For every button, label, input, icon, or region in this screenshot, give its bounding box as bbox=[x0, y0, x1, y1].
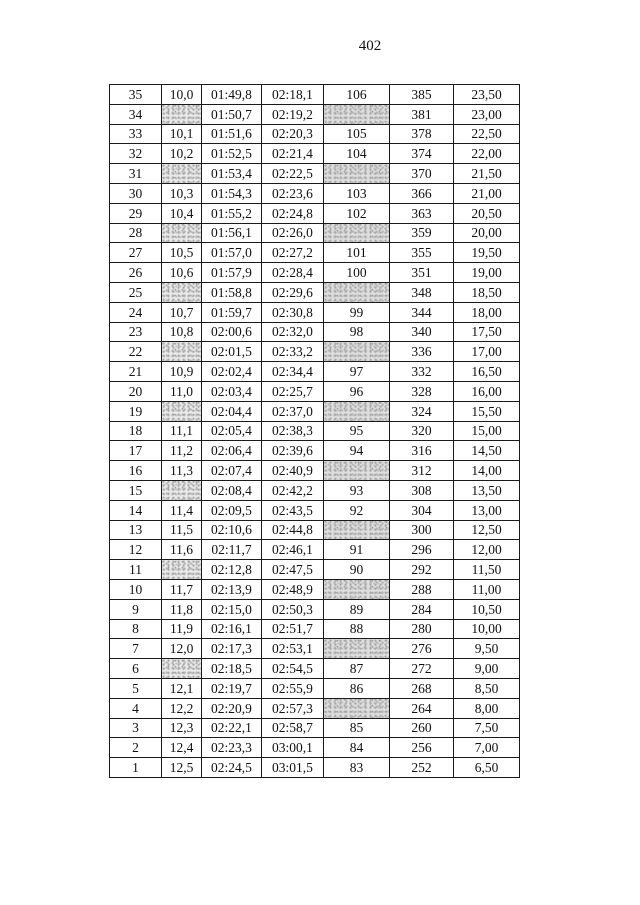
redacted-cell bbox=[324, 520, 390, 540]
result-cell: 9,00 bbox=[454, 659, 520, 679]
row-number-cell: 7 bbox=[110, 639, 162, 659]
row-number-cell: 29 bbox=[110, 203, 162, 223]
time-2-cell: 02:40,9 bbox=[262, 461, 324, 481]
result-cell: 11,00 bbox=[454, 579, 520, 599]
row-number-cell: 13 bbox=[110, 520, 162, 540]
points-cell: 97 bbox=[324, 362, 390, 382]
points-cell: 95 bbox=[324, 421, 390, 441]
value-a-cell: 10,8 bbox=[162, 322, 202, 342]
value-v-cell: 324 bbox=[390, 401, 454, 421]
table-row bbox=[110, 401, 520, 421]
time-1-cell: 01:53,4 bbox=[202, 164, 262, 184]
result-cell: 14,50 bbox=[454, 441, 520, 461]
points-cell: 99 bbox=[324, 302, 390, 322]
table-row bbox=[110, 560, 520, 580]
points-cell: 83 bbox=[324, 758, 390, 778]
table-row bbox=[110, 520, 520, 540]
table-row bbox=[110, 243, 520, 263]
redacted-cell bbox=[162, 659, 202, 679]
time-2-cell: 02:42,2 bbox=[262, 480, 324, 500]
result-cell: 23,00 bbox=[454, 104, 520, 124]
value-v-cell: 296 bbox=[390, 540, 454, 560]
result-cell: 22,50 bbox=[454, 124, 520, 144]
redacted-cell bbox=[162, 223, 202, 243]
result-cell: 15,50 bbox=[454, 401, 520, 421]
time-2-cell: 02:28,4 bbox=[262, 263, 324, 283]
result-cell: 6,50 bbox=[454, 758, 520, 778]
points-cell: 92 bbox=[324, 500, 390, 520]
value-v-cell: 272 bbox=[390, 659, 454, 679]
value-v-cell: 316 bbox=[390, 441, 454, 461]
points-cell: 89 bbox=[324, 599, 390, 619]
table-row bbox=[110, 85, 520, 105]
row-number-cell: 16 bbox=[110, 461, 162, 481]
time-2-cell: 02:48,9 bbox=[262, 579, 324, 599]
time-2-cell: 02:20,3 bbox=[262, 124, 324, 144]
row-number-cell: 25 bbox=[110, 282, 162, 302]
result-cell: 13,00 bbox=[454, 500, 520, 520]
points-cell: 106 bbox=[324, 85, 390, 105]
time-2-cell: 02:18,1 bbox=[262, 85, 324, 105]
result-cell: 8,50 bbox=[454, 678, 520, 698]
time-2-cell: 02:22,5 bbox=[262, 164, 324, 184]
row-number-cell: 14 bbox=[110, 500, 162, 520]
value-v-cell: 312 bbox=[390, 461, 454, 481]
time-1-cell: 01:58,8 bbox=[202, 282, 262, 302]
value-a-cell: 12,5 bbox=[162, 758, 202, 778]
value-a-cell: 10,9 bbox=[162, 362, 202, 382]
result-cell: 9,50 bbox=[454, 639, 520, 659]
result-cell: 14,00 bbox=[454, 461, 520, 481]
time-1-cell: 02:13,9 bbox=[202, 579, 262, 599]
value-v-cell: 348 bbox=[390, 282, 454, 302]
time-1-cell: 01:50,7 bbox=[202, 104, 262, 124]
value-v-cell: 381 bbox=[390, 104, 454, 124]
redacted-cell bbox=[324, 401, 390, 421]
value-v-cell: 260 bbox=[390, 718, 454, 738]
table-row bbox=[110, 441, 520, 461]
row-number-cell: 5 bbox=[110, 678, 162, 698]
row-number-cell: 22 bbox=[110, 342, 162, 362]
table-row bbox=[110, 579, 520, 599]
time-2-cell: 02:27,2 bbox=[262, 243, 324, 263]
time-1-cell: 02:05,4 bbox=[202, 421, 262, 441]
row-number-cell: 15 bbox=[110, 480, 162, 500]
points-cell: 104 bbox=[324, 144, 390, 164]
time-2-cell: 02:37,0 bbox=[262, 401, 324, 421]
row-number-cell: 11 bbox=[110, 560, 162, 580]
row-number-cell: 26 bbox=[110, 263, 162, 283]
row-number-cell: 19 bbox=[110, 401, 162, 421]
time-2-cell: 02:26,0 bbox=[262, 223, 324, 243]
table-row bbox=[110, 183, 520, 203]
redacted-cell bbox=[324, 164, 390, 184]
table-row bbox=[110, 718, 520, 738]
time-1-cell: 01:57,0 bbox=[202, 243, 262, 263]
value-a-cell: 12,2 bbox=[162, 698, 202, 718]
value-v-cell: 256 bbox=[390, 738, 454, 758]
row-number-cell: 17 bbox=[110, 441, 162, 461]
points-cell: 96 bbox=[324, 381, 390, 401]
value-v-cell: 328 bbox=[390, 381, 454, 401]
points-cell: 98 bbox=[324, 322, 390, 342]
time-2-cell: 02:30,8 bbox=[262, 302, 324, 322]
points-cell: 87 bbox=[324, 659, 390, 679]
time-2-cell: 02:19,2 bbox=[262, 104, 324, 124]
points-cell: 103 bbox=[324, 183, 390, 203]
time-2-cell: 02:55,9 bbox=[262, 678, 324, 698]
redacted-cell bbox=[324, 639, 390, 659]
time-1-cell: 02:03,4 bbox=[202, 381, 262, 401]
value-a-cell: 12,4 bbox=[162, 738, 202, 758]
time-1-cell: 02:22,1 bbox=[202, 718, 262, 738]
value-v-cell: 280 bbox=[390, 619, 454, 639]
time-2-cell: 02:29,6 bbox=[262, 282, 324, 302]
redacted-cell bbox=[324, 342, 390, 362]
table-row bbox=[110, 619, 520, 639]
table-row bbox=[110, 461, 520, 481]
table-row bbox=[110, 362, 520, 382]
row-number-cell: 24 bbox=[110, 302, 162, 322]
redacted-cell bbox=[324, 579, 390, 599]
redacted-cell bbox=[162, 480, 202, 500]
points-cell: 84 bbox=[324, 738, 390, 758]
result-cell: 20,00 bbox=[454, 223, 520, 243]
row-number-cell: 27 bbox=[110, 243, 162, 263]
redacted-cell bbox=[324, 461, 390, 481]
time-1-cell: 02:01,5 bbox=[202, 342, 262, 362]
result-cell: 10,50 bbox=[454, 599, 520, 619]
row-number-cell: 6 bbox=[110, 659, 162, 679]
result-cell: 21,50 bbox=[454, 164, 520, 184]
row-number-cell: 9 bbox=[110, 599, 162, 619]
time-1-cell: 02:15,0 bbox=[202, 599, 262, 619]
value-v-cell: 292 bbox=[390, 560, 454, 580]
value-v-cell: 351 bbox=[390, 263, 454, 283]
table-row bbox=[110, 203, 520, 223]
value-v-cell: 359 bbox=[390, 223, 454, 243]
table-row bbox=[110, 282, 520, 302]
table-row bbox=[110, 223, 520, 243]
time-2-cell: 02:44,8 bbox=[262, 520, 324, 540]
points-cell: 90 bbox=[324, 560, 390, 580]
value-v-cell: 378 bbox=[390, 124, 454, 144]
time-2-cell: 02:51,7 bbox=[262, 619, 324, 639]
redacted-cell bbox=[162, 104, 202, 124]
table-row bbox=[110, 263, 520, 283]
value-a-cell: 10,1 bbox=[162, 124, 202, 144]
result-cell: 17,50 bbox=[454, 322, 520, 342]
value-v-cell: 252 bbox=[390, 758, 454, 778]
row-number-cell: 34 bbox=[110, 104, 162, 124]
points-cell: 86 bbox=[324, 678, 390, 698]
time-1-cell: 02:04,4 bbox=[202, 401, 262, 421]
result-cell: 20,50 bbox=[454, 203, 520, 223]
value-a-cell: 10,5 bbox=[162, 243, 202, 263]
scores-table bbox=[109, 84, 520, 778]
table-row bbox=[110, 500, 520, 520]
redacted-cell bbox=[162, 560, 202, 580]
time-1-cell: 02:16,1 bbox=[202, 619, 262, 639]
time-2-cell: 02:46,1 bbox=[262, 540, 324, 560]
time-1-cell: 01:59,7 bbox=[202, 302, 262, 322]
value-a-cell: 10,7 bbox=[162, 302, 202, 322]
value-a-cell: 11,9 bbox=[162, 619, 202, 639]
row-number-cell: 10 bbox=[110, 579, 162, 599]
result-cell: 16,00 bbox=[454, 381, 520, 401]
table-row bbox=[110, 104, 520, 124]
value-a-cell: 12,0 bbox=[162, 639, 202, 659]
time-1-cell: 02:17,3 bbox=[202, 639, 262, 659]
redacted-cell bbox=[162, 164, 202, 184]
time-1-cell: 02:23,3 bbox=[202, 738, 262, 758]
value-v-cell: 355 bbox=[390, 243, 454, 263]
time-2-cell: 02:33,2 bbox=[262, 342, 324, 362]
table-row bbox=[110, 758, 520, 778]
table-row bbox=[110, 421, 520, 441]
time-2-cell: 03:00,1 bbox=[262, 738, 324, 758]
row-number-cell: 30 bbox=[110, 183, 162, 203]
time-1-cell: 02:12,8 bbox=[202, 560, 262, 580]
value-a-cell: 12,3 bbox=[162, 718, 202, 738]
points-cell: 100 bbox=[324, 263, 390, 283]
time-2-cell: 02:58,7 bbox=[262, 718, 324, 738]
value-v-cell: 308 bbox=[390, 480, 454, 500]
value-v-cell: 300 bbox=[390, 520, 454, 540]
time-1-cell: 02:10,6 bbox=[202, 520, 262, 540]
time-2-cell: 02:25,7 bbox=[262, 381, 324, 401]
time-1-cell: 01:52,5 bbox=[202, 144, 262, 164]
table-row bbox=[110, 698, 520, 718]
value-v-cell: 268 bbox=[390, 678, 454, 698]
value-a-cell: 10,0 bbox=[162, 85, 202, 105]
table-row bbox=[110, 480, 520, 500]
value-a-cell: 11,3 bbox=[162, 461, 202, 481]
time-2-cell: 02:53,1 bbox=[262, 639, 324, 659]
points-cell: 94 bbox=[324, 441, 390, 461]
result-cell: 15,00 bbox=[454, 421, 520, 441]
result-cell: 7,50 bbox=[454, 718, 520, 738]
points-cell: 101 bbox=[324, 243, 390, 263]
time-2-cell: 02:39,6 bbox=[262, 441, 324, 461]
result-cell: 13,50 bbox=[454, 480, 520, 500]
time-2-cell: 02:57,3 bbox=[262, 698, 324, 718]
time-2-cell: 02:21,4 bbox=[262, 144, 324, 164]
value-a-cell: 10,6 bbox=[162, 263, 202, 283]
row-number-cell: 2 bbox=[110, 738, 162, 758]
time-2-cell: 02:38,3 bbox=[262, 421, 324, 441]
points-cell: 91 bbox=[324, 540, 390, 560]
time-2-cell: 03:01,5 bbox=[262, 758, 324, 778]
value-v-cell: 276 bbox=[390, 639, 454, 659]
result-cell: 11,50 bbox=[454, 560, 520, 580]
time-2-cell: 02:43,5 bbox=[262, 500, 324, 520]
points-cell: 105 bbox=[324, 124, 390, 144]
time-1-cell: 01:51,6 bbox=[202, 124, 262, 144]
redacted-cell bbox=[162, 401, 202, 421]
time-1-cell: 01:57,9 bbox=[202, 263, 262, 283]
result-cell: 21,00 bbox=[454, 183, 520, 203]
table-row bbox=[110, 144, 520, 164]
table-body bbox=[110, 85, 520, 778]
row-number-cell: 31 bbox=[110, 164, 162, 184]
time-1-cell: 02:00,6 bbox=[202, 322, 262, 342]
table-row bbox=[110, 164, 520, 184]
table-row bbox=[110, 381, 520, 401]
value-v-cell: 264 bbox=[390, 698, 454, 718]
value-a-cell: 10,3 bbox=[162, 183, 202, 203]
value-v-cell: 366 bbox=[390, 183, 454, 203]
value-a-cell: 11,5 bbox=[162, 520, 202, 540]
time-1-cell: 02:07,4 bbox=[202, 461, 262, 481]
page-number: 402 bbox=[358, 38, 382, 54]
time-1-cell: 02:20,9 bbox=[202, 698, 262, 718]
row-number-cell: 32 bbox=[110, 144, 162, 164]
time-1-cell: 01:49,8 bbox=[202, 85, 262, 105]
time-2-cell: 02:50,3 bbox=[262, 599, 324, 619]
result-cell: 8,00 bbox=[454, 698, 520, 718]
time-2-cell: 02:23,6 bbox=[262, 183, 324, 203]
row-number-cell: 28 bbox=[110, 223, 162, 243]
redacted-cell bbox=[324, 223, 390, 243]
value-v-cell: 304 bbox=[390, 500, 454, 520]
result-cell: 7,00 bbox=[454, 738, 520, 758]
time-1-cell: 01:56,1 bbox=[202, 223, 262, 243]
time-1-cell: 01:54,3 bbox=[202, 183, 262, 203]
time-1-cell: 02:19,7 bbox=[202, 678, 262, 698]
points-cell: 85 bbox=[324, 718, 390, 738]
row-number-cell: 23 bbox=[110, 322, 162, 342]
time-2-cell: 02:24,8 bbox=[262, 203, 324, 223]
result-cell: 19,50 bbox=[454, 243, 520, 263]
result-cell: 19,00 bbox=[454, 263, 520, 283]
value-v-cell: 332 bbox=[390, 362, 454, 382]
time-1-cell: 02:18,5 bbox=[202, 659, 262, 679]
table-row bbox=[110, 124, 520, 144]
result-cell: 22,00 bbox=[454, 144, 520, 164]
value-v-cell: 340 bbox=[390, 322, 454, 342]
points-cell: 93 bbox=[324, 480, 390, 500]
value-v-cell: 344 bbox=[390, 302, 454, 322]
row-number-cell: 18 bbox=[110, 421, 162, 441]
table-row bbox=[110, 540, 520, 560]
value-a-cell: 11,2 bbox=[162, 441, 202, 461]
value-a-cell: 11,1 bbox=[162, 421, 202, 441]
redacted-cell bbox=[324, 104, 390, 124]
value-v-cell: 370 bbox=[390, 164, 454, 184]
row-number-cell: 35 bbox=[110, 85, 162, 105]
value-v-cell: 288 bbox=[390, 579, 454, 599]
time-1-cell: 02:24,5 bbox=[202, 758, 262, 778]
value-v-cell: 320 bbox=[390, 421, 454, 441]
value-a-cell: 11,6 bbox=[162, 540, 202, 560]
value-v-cell: 374 bbox=[390, 144, 454, 164]
time-1-cell: 02:08,4 bbox=[202, 480, 262, 500]
row-number-cell: 1 bbox=[110, 758, 162, 778]
result-cell: 16,50 bbox=[454, 362, 520, 382]
result-cell: 12,00 bbox=[454, 540, 520, 560]
value-v-cell: 336 bbox=[390, 342, 454, 362]
table-row bbox=[110, 678, 520, 698]
time-1-cell: 02:11,7 bbox=[202, 540, 262, 560]
table-row bbox=[110, 738, 520, 758]
redacted-cell bbox=[324, 698, 390, 718]
result-cell: 12,50 bbox=[454, 520, 520, 540]
row-number-cell: 3 bbox=[110, 718, 162, 738]
result-cell: 23,50 bbox=[454, 85, 520, 105]
value-v-cell: 385 bbox=[390, 85, 454, 105]
value-a-cell: 11,8 bbox=[162, 599, 202, 619]
time-1-cell: 02:02,4 bbox=[202, 362, 262, 382]
table-row bbox=[110, 639, 520, 659]
value-a-cell: 12,1 bbox=[162, 678, 202, 698]
value-a-cell: 10,2 bbox=[162, 144, 202, 164]
value-a-cell: 11,7 bbox=[162, 579, 202, 599]
redacted-cell bbox=[162, 282, 202, 302]
result-cell: 18,50 bbox=[454, 282, 520, 302]
table-row bbox=[110, 599, 520, 619]
time-2-cell: 02:32,0 bbox=[262, 322, 324, 342]
time-1-cell: 02:06,4 bbox=[202, 441, 262, 461]
table-row bbox=[110, 302, 520, 322]
row-number-cell: 4 bbox=[110, 698, 162, 718]
redacted-cell bbox=[324, 282, 390, 302]
value-a-cell: 11,0 bbox=[162, 381, 202, 401]
time-2-cell: 02:34,4 bbox=[262, 362, 324, 382]
row-number-cell: 20 bbox=[110, 381, 162, 401]
value-a-cell: 11,4 bbox=[162, 500, 202, 520]
time-1-cell: 02:09,5 bbox=[202, 500, 262, 520]
row-number-cell: 33 bbox=[110, 124, 162, 144]
result-cell: 10,00 bbox=[454, 619, 520, 639]
row-number-cell: 12 bbox=[110, 540, 162, 560]
value-a-cell: 10,4 bbox=[162, 203, 202, 223]
points-cell: 88 bbox=[324, 619, 390, 639]
time-2-cell: 02:47,5 bbox=[262, 560, 324, 580]
result-cell: 17,00 bbox=[454, 342, 520, 362]
time-1-cell: 01:55,2 bbox=[202, 203, 262, 223]
table-row bbox=[110, 342, 520, 362]
redacted-cell bbox=[162, 342, 202, 362]
value-v-cell: 363 bbox=[390, 203, 454, 223]
row-number-cell: 8 bbox=[110, 619, 162, 639]
time-2-cell: 02:54,5 bbox=[262, 659, 324, 679]
result-cell: 18,00 bbox=[454, 302, 520, 322]
points-cell: 102 bbox=[324, 203, 390, 223]
row-number-cell: 21 bbox=[110, 362, 162, 382]
table-row bbox=[110, 322, 520, 342]
table-row bbox=[110, 659, 520, 679]
value-v-cell: 284 bbox=[390, 599, 454, 619]
